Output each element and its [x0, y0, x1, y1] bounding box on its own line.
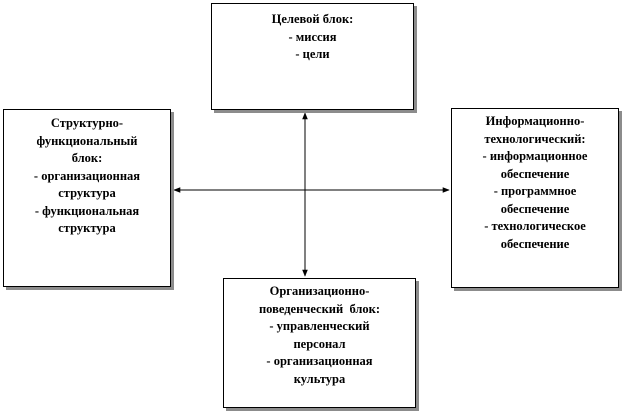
info-block-line: технологический:	[484, 131, 586, 146]
info-block-line: - программное	[493, 184, 577, 198]
info-block-line: Информационно-	[485, 114, 585, 128]
goal-block	[211, 3, 414, 110]
org-block-line: - организационная	[266, 354, 373, 368]
struct-block-line: блок:	[71, 151, 103, 165]
structural-functional-block	[3, 109, 171, 287]
goal-block-title: Целевой блок:	[271, 12, 354, 26]
struct-block-line: Структурно-	[50, 116, 124, 130]
info-block-line: - информационное	[482, 149, 588, 163]
info-block-line: - технологическое	[484, 219, 586, 233]
goal-block-item: - цели	[295, 47, 330, 61]
org-block-line: культура	[293, 371, 346, 386]
struct-block-line: структура	[58, 186, 116, 200]
struct-block-line: структура	[58, 221, 116, 235]
struct-block-line: - функциональная	[34, 203, 140, 218]
org-block-line: Организационно-	[269, 284, 370, 298]
struct-block-line: функциональный	[36, 133, 138, 148]
org-behavioral-block	[223, 278, 416, 408]
org-block-line: поведенческий блок:	[258, 301, 381, 316]
goal-block-item: - миссия	[288, 29, 337, 44]
org-block-line: персонал	[293, 336, 346, 351]
info-block-line: обеспечение	[500, 166, 570, 181]
org-block-line: - управленческий	[269, 319, 370, 333]
info-block-line: обеспечение	[500, 201, 570, 216]
struct-block-line: - организационная	[33, 168, 141, 183]
info-block-line: обеспечение	[500, 236, 570, 251]
info-tech-block	[451, 108, 619, 288]
